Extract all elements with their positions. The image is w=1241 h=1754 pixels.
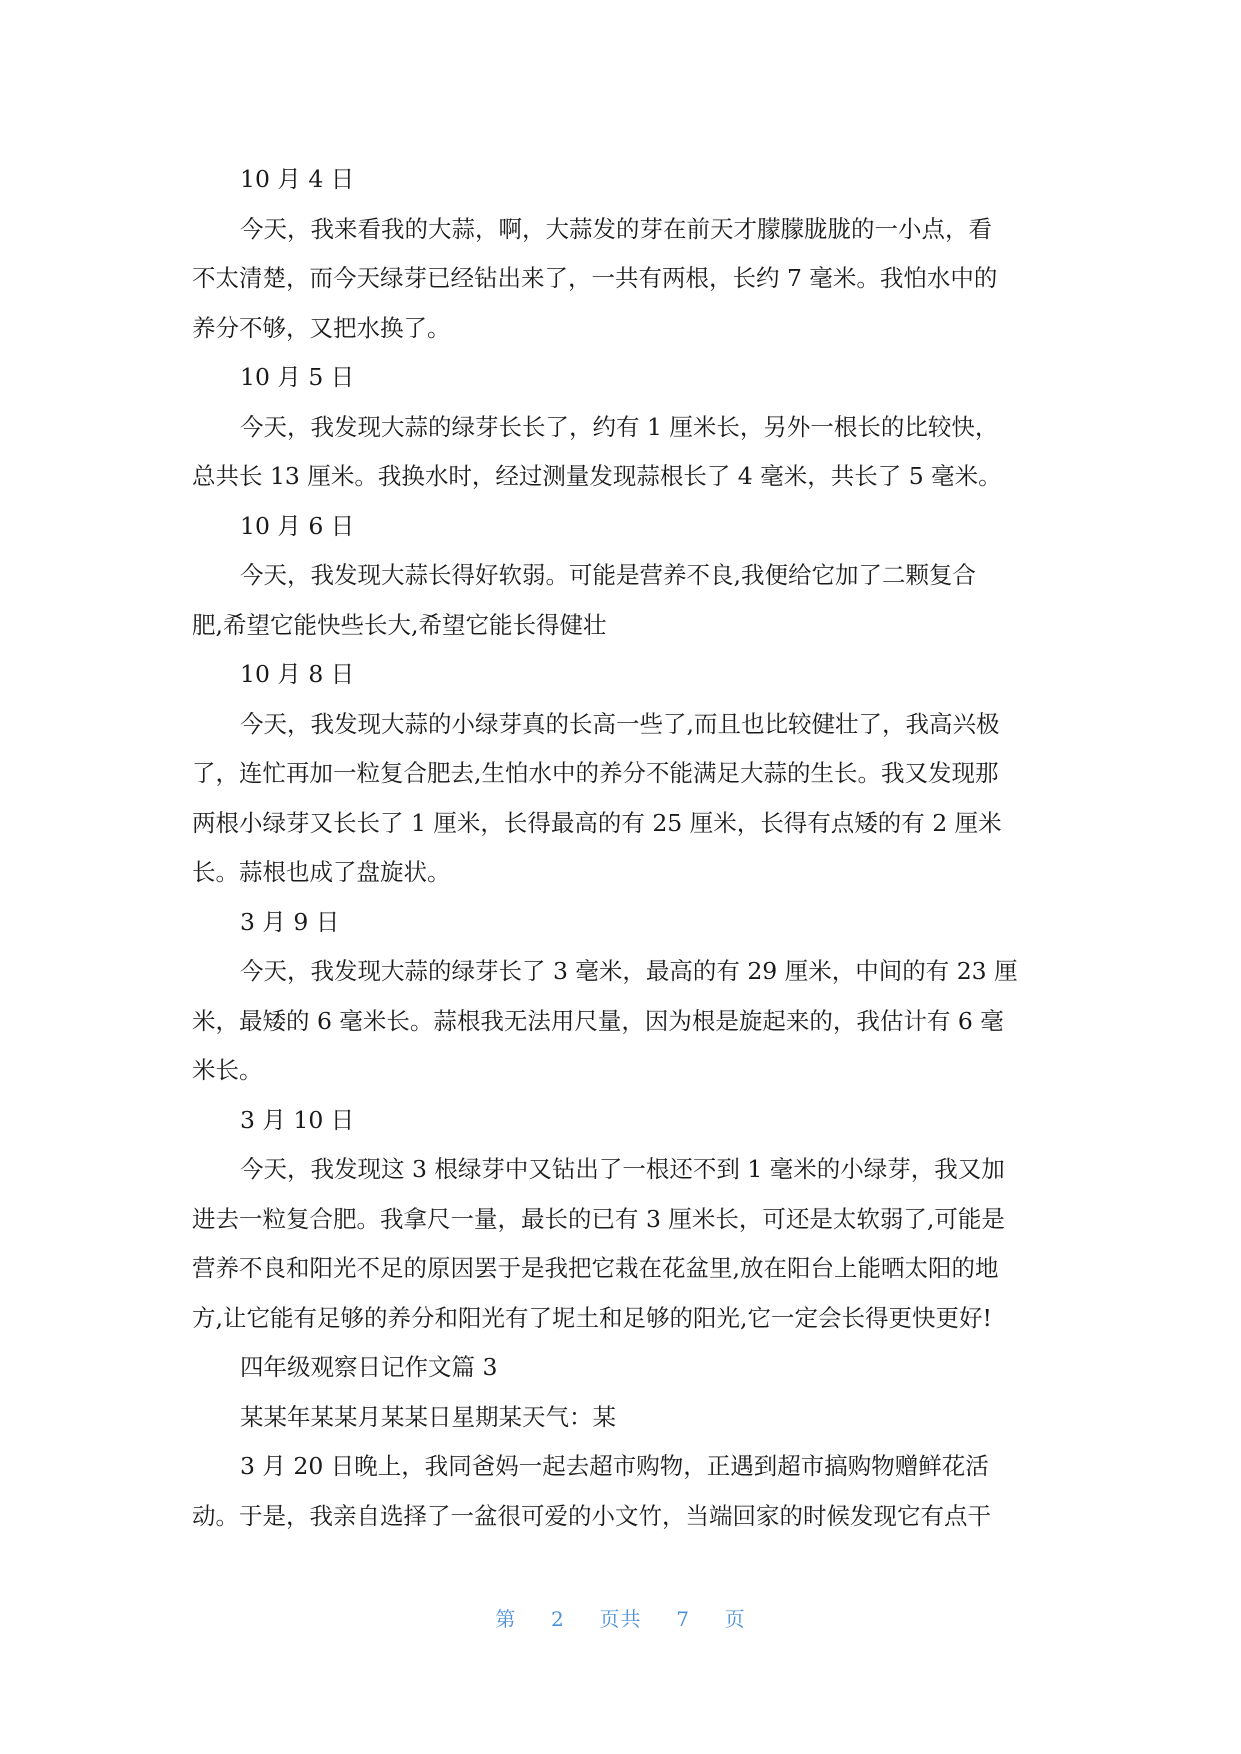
entry-meta-line: 某某年某某月某某日星期某天气：某 bbox=[240, 1402, 616, 1431]
footer-suffix: 页 bbox=[724, 1607, 746, 1631]
paragraph-line: 今天，我发现这 3 根绿芽中又钻出了一根还不到 1 毫米的小绿芽，我又加 bbox=[240, 1155, 1005, 1183]
footer-current-page: 2 bbox=[551, 1607, 565, 1631]
page-footer bbox=[0, 1604, 1241, 1634]
paragraph-line: 进去一粒复合肥。我拿尺一量，最长的已有 3 厘米长，可还是太软弱了,可能是 bbox=[192, 1204, 1005, 1233]
paragraph-line: 总共长 13 厘米。我换水时，经过测量发现蒜根长了 4 毫米，共长了 5 毫米。 bbox=[192, 462, 1002, 490]
paragraph-line: 不太清楚，而今天绿芽已经钻出来了，一共有两根，长约 7 毫米。我怕水中的 bbox=[192, 264, 998, 292]
paragraph-line: 今天，我发现大蒜的绿芽长长了，约有 1 厘米长，另外一根长的比较快， bbox=[240, 412, 999, 441]
document-body bbox=[192, 155, 1052, 1541]
paragraph-line: 长。蒜根也成了盘旋状。 bbox=[192, 858, 451, 886]
paragraph-line: 3 月 20 日晚上，我同爸妈一起去超市购物，正遇到超市搞购物赠鲜花活 bbox=[240, 1452, 989, 1480]
paragraph-line: 今天，我发现大蒜的绿芽长了 3 毫米，最高的有 29 厘米，中间的有 23 厘 bbox=[240, 957, 1018, 985]
footer-total-pages: 7 bbox=[676, 1607, 690, 1631]
paragraph-line: 米长。 bbox=[192, 1056, 263, 1084]
footer-middle: 页共 bbox=[599, 1607, 642, 1631]
paragraph-line: 营养不良和阳光不足的原因罢于是我把它栽在花盆里,放在阳台上能晒太阳的地 bbox=[192, 1254, 999, 1282]
paragraph-line: 方,让它能有足够的养分和阳光有了坭土和足够的阳光,它一定会长得更快更好! bbox=[192, 1303, 992, 1332]
paragraph-line: 今天，我发现大蒜长得好软弱。可能是营养不良,我便给它加了二颗复合 bbox=[240, 561, 976, 589]
entry-date-line: 3 月 9 日 bbox=[240, 907, 340, 936]
paragraph-line: 肥,希望它能快些长大,希望它能长得健壮 bbox=[192, 610, 607, 639]
paragraph-line: 今天，我发现大蒜的小绿芽真的长高一些了,而且也比较健壮了，我高兴极 bbox=[240, 709, 1000, 738]
paragraph-line: 米，最矮的 6 毫米长。蒜根我无法用尺量，因为根是旋起来的，我估计有 6 毫 bbox=[192, 1006, 1004, 1035]
entry-date-line: 10 月 4 日 bbox=[240, 165, 355, 193]
entry-date-line: 10 月 5 日 bbox=[240, 363, 355, 391]
paragraph-line: 动。于是，我亲自选择了一盆很可爱的小文竹，当端回家的时候发现它有点干 bbox=[192, 1501, 991, 1530]
paragraph-line: 两根小绿芽又长长了 1 厘米，长得最高的有 25 厘米，长得有点矮的有 2 厘米 bbox=[192, 808, 1002, 837]
entry-date-line: 10 月 8 日 bbox=[240, 660, 355, 688]
paragraph-line: 了，连忙再加一粒复合肥去,生怕水中的养分不能满足大蒜的生长。我又发现那 bbox=[192, 759, 999, 787]
entry-date-line: 3 月 10 日 bbox=[240, 1105, 355, 1134]
footer-prefix: 第 bbox=[495, 1607, 517, 1631]
entry-date-line: 10 月 6 日 bbox=[240, 511, 355, 540]
paragraph-line: 养分不够，又把水换了。 bbox=[192, 313, 451, 342]
paragraph-line: 今天，我来看我的大蒜，啊，大蒜发的芽在前天才朦朦胧胧的一小点，看 bbox=[240, 214, 992, 243]
section-heading: 四年级观察日记作文篇 3 bbox=[240, 1353, 498, 1381]
